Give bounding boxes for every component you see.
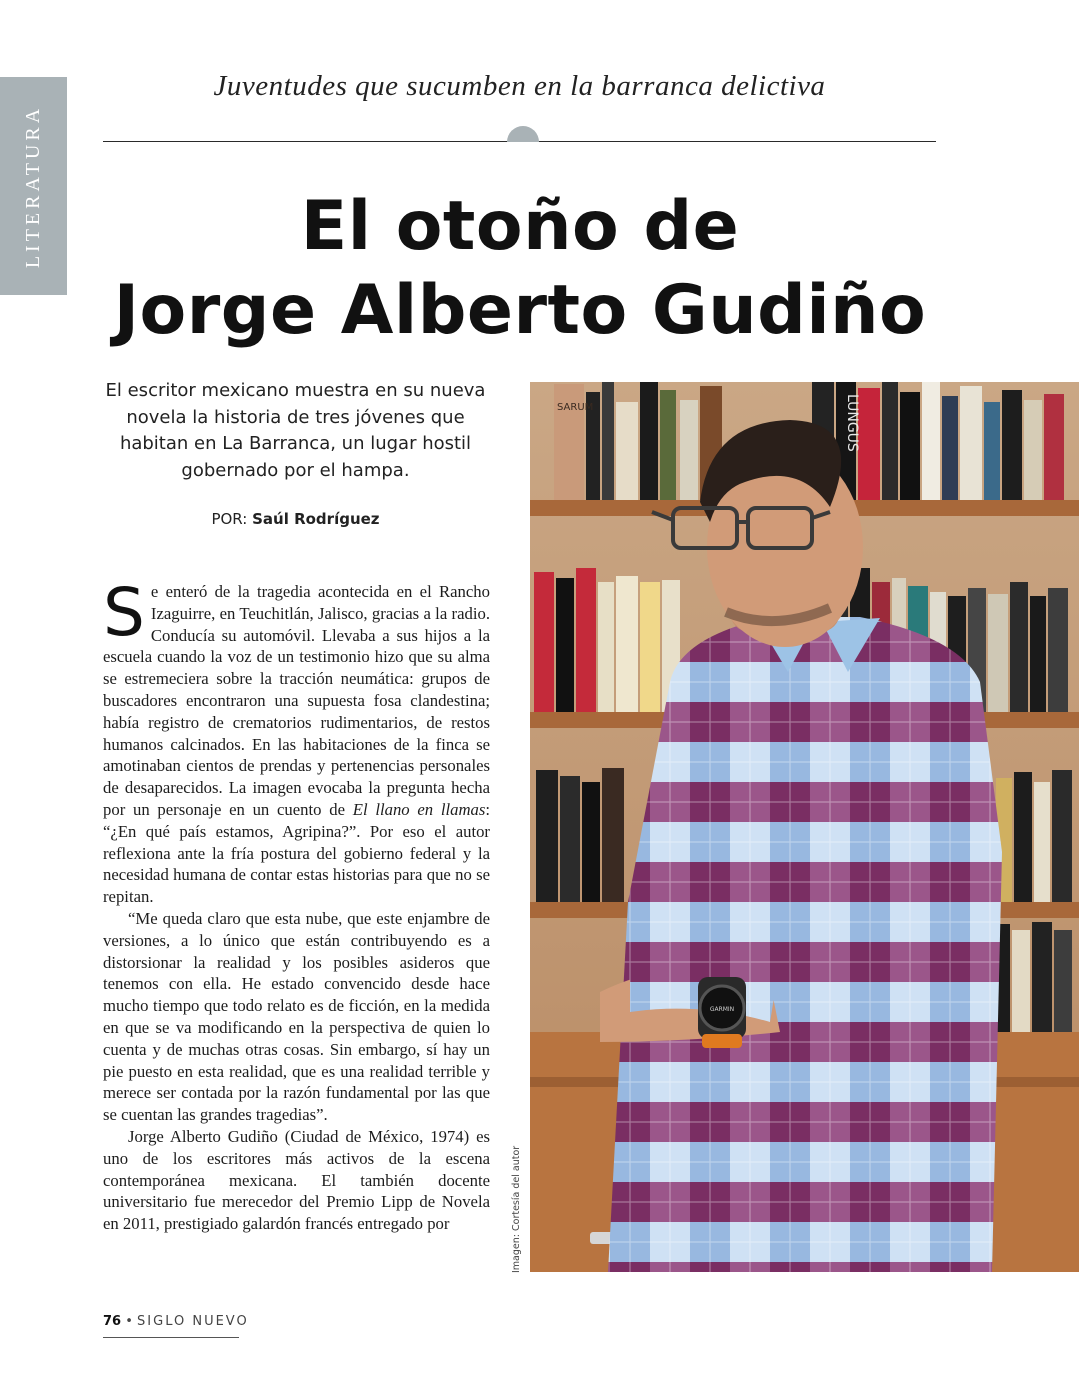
paragraph-1-text-b: : “¿En qué país estamos, Agripina?”. Por eso el autor reflexiona ante la fría postura del gobierno federal y la necesidad humana de contar estas historias para que no se repitan. [103,799,491,907]
book-spine-text-2: LUNGUS [844,394,860,452]
author-photo-illustration [530,382,1079,1272]
paragraph-1 [103,574,491,908]
magazine-name: SIGLO NUEVO [137,1314,249,1329]
photo-credit-text: Imagen: Cortesía del autor [511,1145,522,1273]
folio-separator: • [125,1314,133,1329]
headline [90,185,950,353]
page-number: 76 [103,1314,122,1329]
deck: El escritor mexicano muestra en su nueva novela la historia de tres jóvenes que habitan en La Barranca, un lugar hostil gobernado por el hampa. [105,380,486,481]
rule-ornament [507,126,539,142]
book-spine-text-1: SARUM [557,402,594,413]
paragraph-1-text-a: e enteró de la tragedia acontecida en el Rancho Izaguirre, en Teuchitlán, Jalisco, gracias a la radio. Conducía su automóvil. Llevaba a sus hijos a la escuela cuando la voz de un testimonio hizo que su alma se estremeciera sobre la tracción neumática: grupos de buscadores encontraron una supuesta fosa clandestina; había registro de crematorios rudimentarios, de restos humanos calcinados. En las habitaciones de la finca se amotinaban cientos de prendas y pertenencias personales de desaparecidos. La imagen evocaba la pregunta hecha por un personaje en un cuento de [103,582,490,819]
section-tab [0,77,67,295]
byline [103,510,488,528]
article-body [103,574,491,1235]
kicker: Juventudes que sucumben en la barranca delictiva [213,70,826,102]
section-label: LITERATURA [22,104,45,268]
paragraph-2: “Me queda claro que esta nube, que este enjambre de versiones, a lo único que están contribuyendo es a distorsionar la realidad y los posibles asideros que tenemos con ella. He estado convencido desde hace mucho tiempo que todo relato es de ficción, en la medida en que se va modificando en la perspectiva de quien lo cuenta y de muchas otras cosas. Sin embargo, sí hay un pie puesto en esta realidad, que es una realidad terrible y merece ser contada por la razón fundamental por las que se cuentan las grandes tragedias”. [103,908,490,1125]
paragraph-3: Jorge Alberto Gudiño (Ciudad de México, 1974) es uno de los escritores más activos de la escena contemporánea mexicana. El también docente universitario fue merecedor del Premio Lipp de Novela en 2011, prestigiado galardón francés entregado por [103,1126,490,1234]
page-folio [103,1314,249,1329]
folio-rule [103,1337,239,1338]
byline-author: Saúl Rodríguez [252,510,380,528]
author-photo [530,382,1079,1272]
headline-line-2: Jorge Alberto Gudiño [113,271,927,350]
byline-label: POR: [211,510,248,528]
drop-cap: S [103,574,145,651]
watch-brand: GARMIN [709,1006,735,1013]
headline-line-1: El otoño de [300,187,740,266]
book-title: El llano en llamas [352,799,486,819]
